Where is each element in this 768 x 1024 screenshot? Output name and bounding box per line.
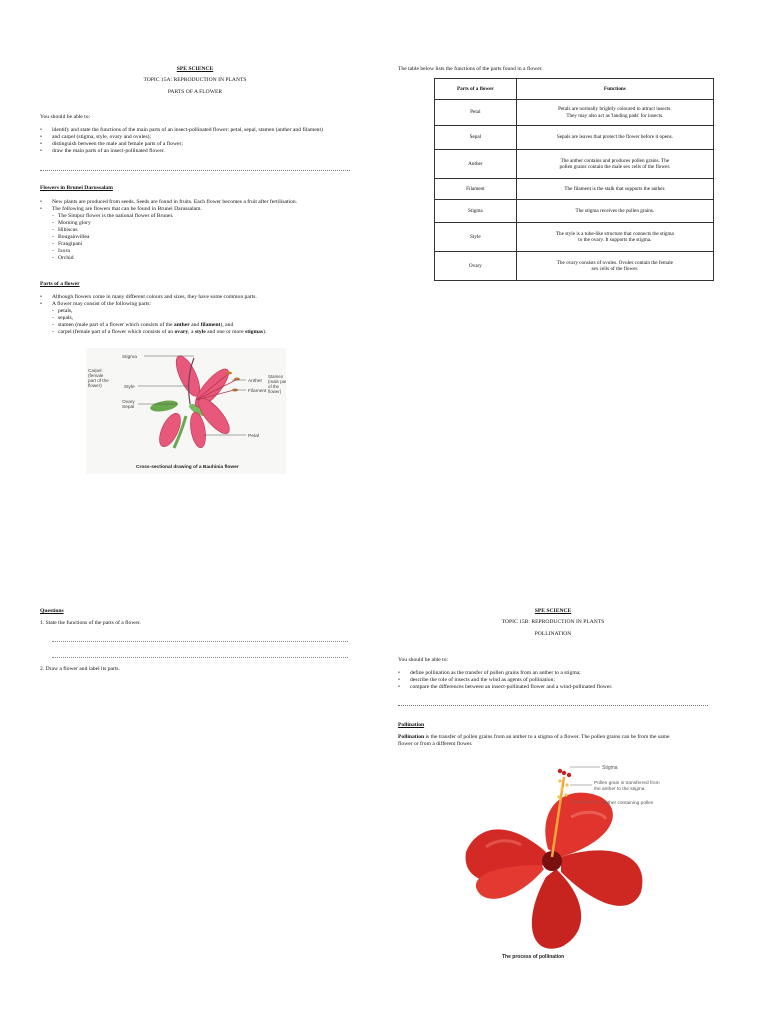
bauhinia-drawing	[86, 348, 286, 474]
text: ), and	[220, 322, 234, 328]
label-stamen-3: of the	[268, 384, 279, 389]
text: is the transfer of pollen grains from an anther to a stigma of a flower. The pollen grains can be from the same	[424, 734, 670, 740]
objective-item: • distinguish between the male and female parts of a flower;	[38, 141, 323, 148]
hibiscus-photo	[436, 757, 706, 962]
brunei-heading: Flowers in Brunei Darussalam	[40, 185, 113, 191]
parts-sub-stamen	[38, 322, 266, 329]
page4-school-title: SPE SCIENCE	[534, 608, 572, 614]
bauhinia-caption: Cross-sectional drawing of a Bauhinia flower	[136, 465, 239, 470]
pollination-text-2: flower or from a different flower.	[398, 741, 473, 747]
page4-topic: TOPIC 15B: REPRODUCTION IN PLANTS	[501, 619, 605, 625]
page1-objectives-intro: You should be able to:	[40, 114, 91, 120]
label-sepal: Sepal	[122, 405, 135, 410]
page1-subtitle: PARTS OF A FLOWER	[167, 89, 223, 95]
function-line: The anther contains and produces pollen grains. The	[560, 157, 670, 164]
hibiscus-figure	[436, 757, 706, 962]
function-line: pollen grains contain the male sex cells of the flower.	[559, 164, 671, 170]
text: ).	[263, 329, 267, 335]
flower-item: - Morning glory	[38, 220, 173, 227]
label-stamen: Stamen	[268, 374, 284, 379]
brunei-item: • New plants are produced from seeds. Seeds are found in fruits. Each flower becomes a fruit after fertilisation.	[38, 199, 297, 206]
label-pollen-2: the anther to the stigma.	[594, 787, 646, 792]
page1-divider	[40, 170, 350, 171]
label-stamen-2: (male part	[268, 379, 286, 384]
cell-function	[516, 100, 713, 126]
objective-item-cont: • and carpel (stigma, style, ovary and ovules);	[38, 134, 323, 141]
functions-table	[434, 78, 714, 281]
label-carpel: Carpel	[88, 368, 102, 373]
header-parts: Parts of a flower	[435, 79, 517, 100]
parts-sub-sepals: - sepals,	[38, 315, 266, 322]
cell-function	[516, 223, 713, 252]
text: and one or more	[205, 329, 246, 335]
parts-sub-petals: - petals,	[38, 308, 266, 315]
page4-divider	[398, 705, 708, 706]
parts-heading: Parts of a flower	[40, 281, 80, 287]
page-pollination	[384, 512, 768, 1024]
cell-part: Ovary	[435, 252, 517, 281]
cell-function: The stigma receives the pollen grains.	[516, 200, 713, 223]
label-anther: Anther	[248, 379, 263, 384]
term-ovary: ovary	[174, 329, 189, 335]
term-anther: anther	[173, 322, 190, 328]
term-filament: filament	[200, 322, 221, 328]
label-petal: Petal	[248, 434, 259, 439]
brunei-list	[38, 199, 297, 213]
function-line: The ovary consists of ovules. Ovules contain the female	[556, 259, 673, 266]
table-row	[435, 252, 714, 281]
flower-item: - Bougainvillea	[38, 234, 173, 241]
objective-item: • draw the main parts of an insect-pollinated flower.	[38, 148, 323, 155]
page1-objectives-list	[38, 127, 323, 155]
page1-topic: TOPIC 15A: REPRODUCTION IN PLANTS	[143, 77, 247, 83]
cell-part: Anther	[435, 150, 517, 179]
term-pollination: Pollination	[398, 734, 425, 740]
cell-function: The filament is the stalk that supports the anther.	[516, 179, 713, 200]
table-row	[435, 179, 714, 200]
cell-part: Stigma	[435, 200, 517, 223]
brunei-item: • The following are flowers that can be found in Brunei Darussalam.	[38, 206, 297, 213]
label-pollen: Pollen grain is transferred from	[594, 781, 660, 786]
label-stamen-4: flower)	[268, 389, 282, 394]
label-anther: Anther containing pollen	[602, 801, 654, 806]
table-row	[435, 126, 714, 150]
objective-item: • describe the role of insects and the wind as agents of pollination;	[396, 677, 612, 684]
cell-part: Filament	[435, 179, 517, 200]
table-header-row	[435, 79, 714, 100]
cell-function	[516, 150, 713, 179]
table-row	[435, 223, 714, 252]
objective-item: • compare the differences between an insect-pollinated flower and a wind-pollinated flower.	[396, 684, 612, 691]
brunei-flowers-list	[38, 213, 173, 262]
flower-item: - The Simpur flower is the national flower of Brunei.	[38, 213, 173, 220]
cell-part: Petal	[435, 100, 517, 126]
function-line: The style is a tube-like structure that connects the stigma	[555, 230, 674, 237]
page1-school-title: SPE SCIENCE	[176, 66, 214, 72]
parts-sub-carpel	[38, 329, 266, 336]
text: , a	[188, 329, 195, 335]
objective-item: • identify and state the functions of the main parts of an insect-pollinated flower: petal, sepal, stamen (anther and filament)	[38, 127, 323, 134]
parts-item: • A flower may consist of the following parts:	[38, 301, 257, 308]
table-row	[435, 100, 714, 126]
table-row	[435, 200, 714, 223]
page4-subtitle: POLLINATION	[534, 631, 572, 637]
flower-item: - Orchid	[38, 255, 173, 262]
flower-item: - Frangipani	[38, 241, 173, 248]
text: and	[189, 322, 201, 328]
answer-line[interactable]	[52, 657, 348, 658]
table-row	[435, 150, 714, 179]
function-line: Petals are normally brightly coloured to attract insects.	[558, 106, 672, 113]
answer-line[interactable]	[52, 641, 348, 642]
page4-objectives-intro: You should be able to:	[398, 657, 449, 663]
cell-function: Sepals are leaves that protect the flower before it opens.	[516, 126, 713, 150]
table-intro: The table below lists the functions of the parts found in a flower.	[398, 66, 543, 72]
page-functions-table	[384, 0, 768, 512]
label-carpel-3: part of the	[88, 378, 109, 383]
flower-item: - Ixora	[38, 248, 173, 255]
flower-item: - Hibiscus	[38, 227, 173, 234]
term-stigmas: stigmas	[245, 329, 264, 335]
objective-item: • define pollination as the transfer of pollen grains from an anther to a stigma;	[396, 670, 612, 677]
page-questions	[0, 512, 384, 1024]
parts-sub-list	[38, 308, 266, 336]
pollination-text	[398, 734, 669, 741]
header-functions: Functions	[516, 79, 713, 100]
questions-heading: Questions	[40, 608, 64, 614]
function-line: to the ovary. It supports the stigma.	[578, 237, 652, 243]
function-line: sex cells of the flower.	[591, 266, 639, 272]
term-style: style	[194, 329, 206, 335]
label-ovary: Ovary	[122, 400, 135, 405]
function-line: They may also act as 'landing pads' for insects.	[566, 112, 664, 119]
parts-list	[38, 294, 257, 308]
text: stamen (male part of a flower which consists of the	[58, 322, 174, 328]
page4-objectives-list	[396, 670, 612, 691]
bauhinia-figure	[86, 348, 286, 474]
parts-item: • Although flowers come in many different colours and sizes, they have some common parts.	[38, 294, 257, 301]
cell-function	[516, 252, 713, 281]
label-stigma: Stigma	[122, 355, 137, 360]
label-carpel-4: flower)	[88, 383, 102, 388]
label-style: Style	[124, 385, 135, 390]
label-carpel-2: (female	[88, 373, 104, 378]
pollination-heading: Pollination	[398, 722, 425, 728]
pollination-caption: The process of pollination	[502, 954, 565, 960]
question-2: 2. Draw a flower and label its parts.	[40, 666, 120, 672]
label-stigma: Stigma	[602, 765, 618, 771]
question-1: 1. State the functions of the parts of a flower.	[40, 620, 141, 626]
cell-part: Sepal	[435, 126, 517, 150]
page-parts-of-flower	[0, 0, 384, 512]
text: carpel (female part of a flower which consists of an	[58, 329, 175, 335]
label-filament: Filament	[248, 389, 267, 394]
cell-part: Style	[435, 223, 517, 252]
